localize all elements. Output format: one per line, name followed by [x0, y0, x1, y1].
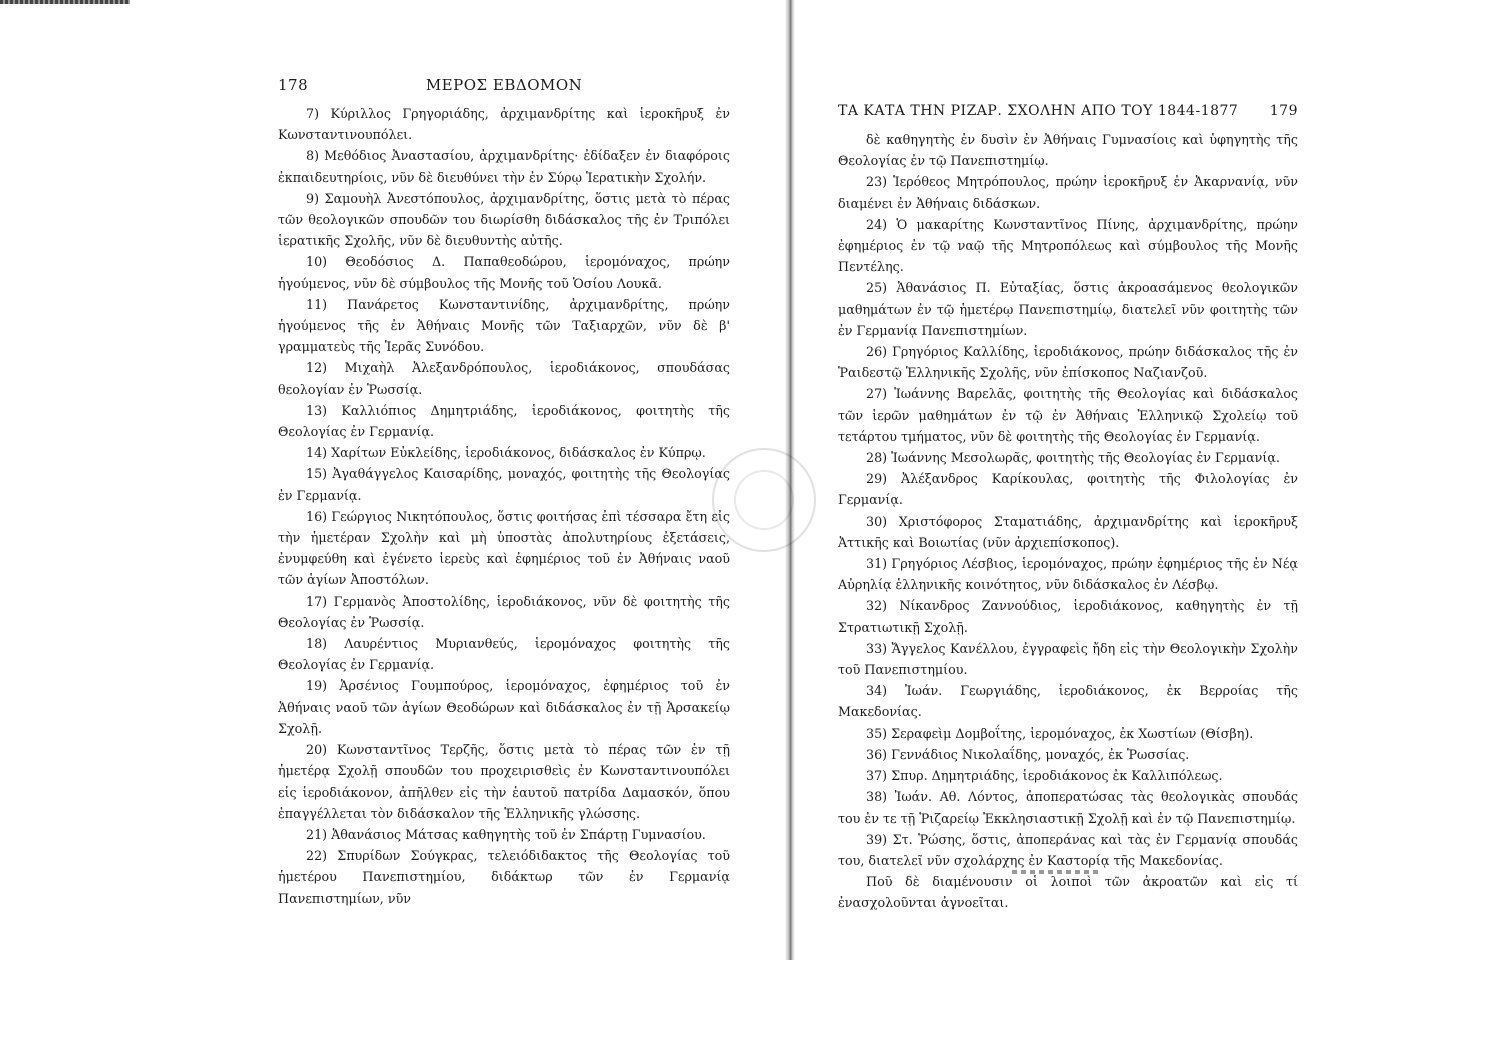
entry: 7) Κύριλλος Γρηγοριάδης, ἀρχιμανδρίτης καὶ ἱεροκῆρυξ ἐν Κωνσταντινουπόλει. — [278, 106, 730, 143]
page-number: 179 — [1269, 103, 1298, 119]
entry: 11) Πανάρετος Κωνσταντινίδης, ἀρχιμανδρίτης, πρώην ἡγούμενος τῆς ἐν Ἀθήναις Μονῆς τῶν Ταξιαρχῶν, νῦν δὲ β' γραμματεὺς τῆς Ἱερᾶς Συνόδου. — [278, 296, 730, 355]
left-entries — [278, 103, 730, 909]
entry: 20) Κωνσταντῖνος Τερζῆς, ὅστις μετὰ τὸ πέρας τῶν ἐν τῇ ἡμετέρᾳ Σχολῇ σπουδῶν του προχειρισθεὶς ἐν Κωνσταντινουπόλει εἰς ἱεροδιάκονον, ἀπῆλθεν εἰς τὴν ἑαυτοῦ πατρίδα Δαμασκόν, ὅπου ἐπαγγέλλεται τὸν διδάσκαλον τῆς Ἑλληνικῆς γλώσσης. — [278, 742, 730, 821]
entry: 15) Ἀγαθάγγελος Καισαρίδης, μοναχός, φοιτητὴς τῆς Θεολογίας ἐν Γερμανίᾳ. — [278, 466, 730, 503]
entry: 12) Μιχαὴλ Ἀλεξανδρόπουλος, ἱεροδιάκονος, σπουδάσας θεολογίαν ἐν Ῥωσσίᾳ. — [278, 360, 730, 397]
entry: 27) Ἰωάννης Βαρελᾶς, φοιτητὴς τῆς Θεολογίας καὶ διδάσκαλος τῶν ἱερῶν μαθημάτων ἐν τῷ ἐν Ἀθήναις Ἑλληνικῷ Σχολείῳ τοῦ τετάρτου τμήματος, νῦν δὲ φοιτητὴς τῆς Θεολογίας ἐν Γερμανίᾳ. — [838, 386, 1298, 444]
left-page — [278, 75, 730, 975]
right-page — [838, 75, 1298, 975]
entry: 19) Ἀρσένιος Γουμπούρος, ἱερομόναχος, ἐφημέριος τοῦ ἐν Ἀθήναις ναοῦ τῶν ἁγίων Θεοδώρων καὶ διδάσκαλος ἐν τῇ Ἀρσακείῳ Σχολῇ. — [278, 678, 730, 736]
entry: 26) Γρηγόριος Καλλίδης, ἱεροδιάκονος, πρώην διδάσκαλος τῆς ἐν Ῥαιδεστῷ Ἑλληνικῆς Σχολῆς, νῦν ἐπίσκοπος Ναζιανζοῦ. — [838, 344, 1298, 381]
running-title: ΜΕΡΟΣ ΕΒΔΟΜΟΝ — [425, 76, 583, 94]
entry: 8) Μεθόδιος Ἀναστασίου, ἀρχιμανδρίτης· ἐδίδαξεν ἐν διαφόροις ἐκπαιδευτηρίοις, νῦν δὲ διευθύνει τὴν ἐν Σύρῳ Ἱερατικὴν Σχολήν. — [278, 148, 730, 185]
entry: Ποῦ δὲ διαμένουσιν οἱ λοιποὶ τῶν ἀκροατῶν καὶ εἰς τί ἐνασχολοῦνται ἀγνοεῖται. — [838, 874, 1298, 911]
running-title: ΤΑ ΚΑΤΑ ΤΗΝ ΡΙΖΑΡ. ΣΧΟΛΗΝ ΑΠΟ ΤΟΥ 1844-1877 — [838, 103, 1239, 119]
entry: 24) Ὁ μακαρίτης Κωνσταντῖνος Πίνης, ἀρχιμανδρίτης, πρώην ἐφημέριος ἐν τῷ ναῷ τῆς Μητροπόλεως καὶ σύμβουλος τῆς Μονῆς Πεντέλης. — [838, 216, 1298, 275]
entry: 32) Νίκανδρος Ζαννούδιος, ἱεροδιάκονος, καθηγητὴς ἐν τῇ Στρατιωτικῇ Σχολῇ. — [838, 598, 1298, 635]
entry: 9) Σαμουὴλ Ἀνεστόπουλος, ἀρχιμανδρίτης, ὅστις μετὰ τὸ πέρας τῶν θεολογικῶν σπουδῶν του διωρίσθη διδάσκαλος τῆς ἐν Τριπόλει ἱερατικῆς Σχολῆς, νῦν δὲ διευθυντὴς αὐτῆς. — [278, 190, 730, 249]
entry: 22) Σπυρίδων Σούγκρας, τελειόδιδακτος τῆς Θεολογίας τοῦ ἡμετέρου Πανεπιστημίου, διδάκτωρ τῶν ἐν Γερμανίᾳ Πανεπιστημίων, νῦν — [278, 848, 730, 906]
entry: 16) Γεώργιος Νικητόπουλος, ὅστις φοιτήσας ἐπὶ τέσσαρα ἔτη εἰς τὴν ἡμετέραν Σχολὴν καὶ μὴ ὑποστὰς ἀπολυτηρίους ἐξετάσεις, ἐνυμφεύθη καὶ ἐγένετο ἱερεὺς καὶ ἐφημέριος τοῦ ἐν Ἀθήναις ναοῦ τῶν ἁγίων Ἀποστόλων. — [278, 508, 730, 588]
entry: 35) Σεραφεὶμ Δομβοΐτης, ἱερομόναχος, ἐκ Χωστίων (Θίσβη). — [866, 725, 1254, 741]
entry: 23) Ἱερόθεος Μητρόπουλος, πρώην ἱεροκῆρυξ ἐν Ἀκαρνανίᾳ, νῦν διαμένει ἐν Ἀθήναις διδάσκων. — [838, 174, 1298, 211]
left-page-header — [278, 75, 730, 103]
library-stamp — [712, 448, 816, 552]
right-entries — [838, 129, 1298, 914]
entry: 38) Ἰωάν. Αθ. Λόντος, ἀποπερατώσας τὰς θεολογικὰς σπουδάς του ἐν τε τῇ Ῥιζαρείῳ Ἐκκλησιαστικῇ Σχολῇ καὶ ἐν τῷ Πανεπιστημίῳ. — [838, 789, 1298, 826]
end-ornament — [1012, 870, 1102, 874]
entry: 31) Γρηγόριος Λέσβιος, ἱερομόναχος, πρώην ἐφημέριος τῆς ἐν Νέᾳ Αὐρηλίᾳ ἑλληνικῆς κοινότητος, νῦν διδάσκαλος ἐν Λέσβῳ. — [838, 556, 1298, 593]
entry: 21) Ἀθανάσιος Μάτσας καθηγητὴς τοῦ ἐν Σπάρτῃ Γυμνασίου. — [306, 826, 706, 842]
entry: 29) Ἀλέξανδρος Καρίκουλας, φοιτητὴς τῆς Φιλολογίας ἐν Γερμανίᾳ. — [838, 471, 1298, 508]
entry: 30) Χριστόφορος Σταματιάδης, ἀρχιμανδρίτης καὶ ἱεροκῆρυξ Ἀττικῆς καὶ Βοιωτίας (νῦν ἀρχιεπίσκοπος). — [838, 513, 1298, 550]
page-number: 178 — [278, 76, 309, 94]
entry: 37) Σπυρ. Δημητριάδης, ἱεροδιάκονος ἐκ Καλλιπόλεως. — [866, 768, 1223, 784]
scan-edge-mark — [0, 0, 130, 4]
entry: 17) Γερμανὸς Ἀποστολίδης, ἱεροδιάκονος, νῦν δὲ φοιτητὴς τῆς Θεολογίας ἐν Ῥωσσίᾳ. — [278, 593, 730, 630]
entry: 18) Λαυρέντιος Μυριανθεύς, ἱερομόναχος φοιτητὴς τῆς Θεολογίας ἐν Γερμανίᾳ. — [278, 636, 730, 673]
entry: 10) Θεοδόσιος Δ. Παπαθεοδώρου, ἱερομόναχος, πρώην ἡγούμενος, νῦν δὲ σύμβουλος τῆς Μονῆς τοῦ Ὁσίου Λουκᾶ. — [278, 254, 730, 291]
entry: δὲ καθηγητὴς ἐν δυσὶν ἐν Ἀθήναις Γυμνασίοις καὶ ὑφηγητὴς τῆς Θεολογίας ἐν τῷ Πανεπιστημίῳ. — [838, 132, 1298, 169]
entry: 25) Ἀθανάσιος Π. Εὐταξίας, ὅστις ἀκροασάμενος θεολογικῶν μαθημάτων ἐν τῷ ἡμετέρῳ Πανεπιστημίῳ, διατελεῖ νῦν φοιτητὴς τῶν ἐν Γερμανίᾳ Πανεπιστημίων. — [838, 280, 1298, 338]
entry: 39) Στ. Ῥώσης, ὅστις, ἀποπεράνας καὶ τὰς ἐν Γερμανίᾳ σπουδάς του, διατελεῖ νῦν σχολάρχης ἐν Καστορίᾳ τῆς Μακεδονίας. — [838, 831, 1298, 868]
right-page-header — [838, 101, 1298, 129]
entry: 28) Ἰωάννης Μεσολωρᾶς, φοιτητὴς τῆς Θεολογίας ἐν Γερμανίᾳ. — [866, 450, 1280, 466]
entry: 13) Καλλιόπιος Δημητριάδης, ἱεροδιάκονος, φοιτητὴς τῆς Θεολογίας ἐν Γερμανίᾳ. — [278, 402, 730, 440]
entry: 33) Ἄγγελος Κανέλλου, ἐγγραφεὶς ἤδη εἰς τὴν Θεολογικὴν Σχολὴν τοῦ Πανεπιστημίου. — [838, 640, 1298, 678]
entry: 14) Χαρίτων Εὐκλείδης, ἱεροδιάκονος, διδάσκαλος ἐν Κύπρῳ. — [306, 445, 706, 461]
entry: 34) Ἰωάν. Γεωργιάδης, ἱεροδιάκονος, ἐκ Βερροίας τῆς Μακεδονίας. — [838, 683, 1298, 720]
entry: 36) Γεννάδιος Νικολαΐδης, μοναχός, ἐκ Ῥωσσίας. — [866, 746, 1190, 762]
